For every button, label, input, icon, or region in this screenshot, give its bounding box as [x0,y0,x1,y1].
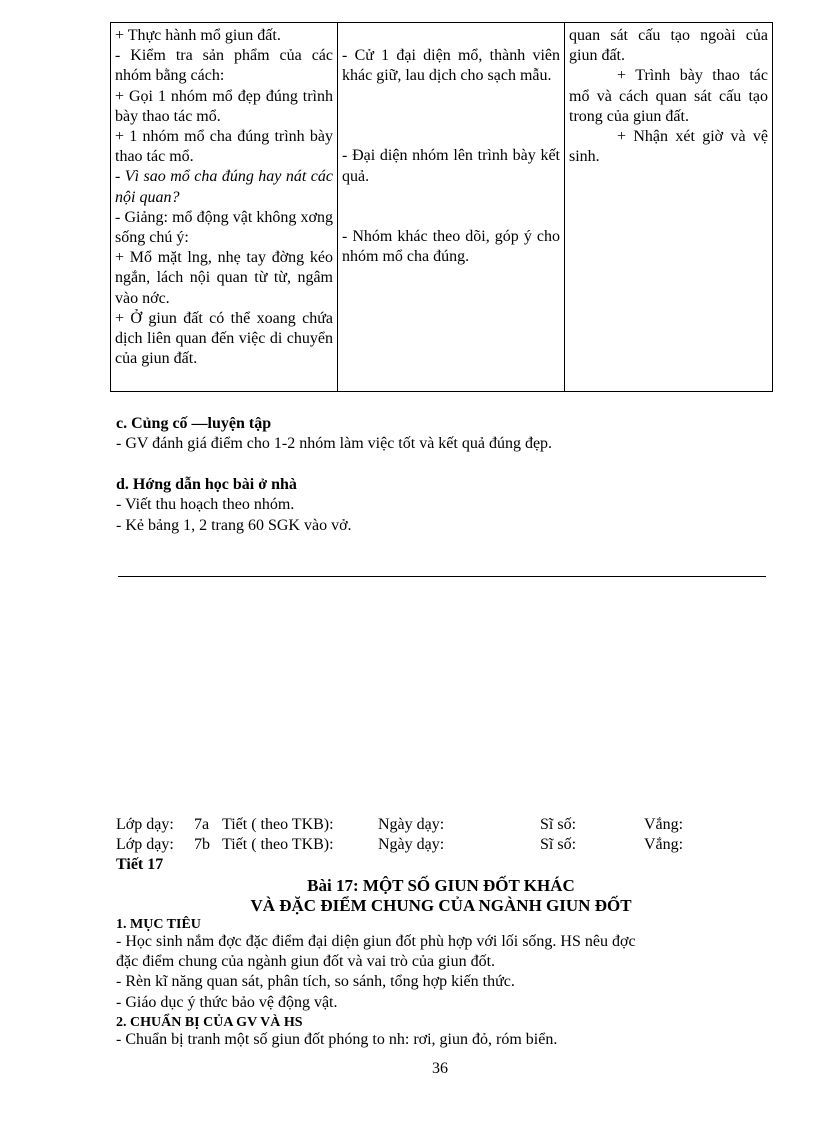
section-d-line: - Kẻ bảng 1, 2 trang 60 SGK vào vở. [116,517,352,534]
lesson-title: Bài 17: MỘT SỐ GIUN ĐỐT KHÁC [307,876,575,895]
section-d-line: - Viết thu hoạch theo nhóm. [116,496,295,513]
content-cell [565,23,773,392]
schedule-vang: Vắng: [644,816,684,833]
preparation-heading: 2. CHUẨN BỊ CỦA GV VÀ HS [116,1015,303,1030]
schedule-vang: Vắng: [644,836,684,853]
schedule-tiet: Tiết ( theo TKB): [222,816,334,833]
lesson-subtitle: VÀ ĐẶC ĐIỂM CHUNG CỦA NGÀNH GIUN ĐỐT [250,896,632,915]
table-line: - Nhóm khác theo dõi, góp ý cho nhóm mổ cha đúng. [342,227,560,266]
table-line: + 1 nhóm mổ cha đúng trình bày thao tác mổ. [115,128,333,166]
preparation-line: - Chuẩn bị tranh một số giun đốt phóng to nh: rơi, giun đỏ, róm biển. [116,1031,558,1048]
schedule-lop: Lớp dạy: [116,836,174,853]
table-line: + Gọi 1 nhóm mổ đẹp đúng trình bày thao tác mổ. [115,87,333,125]
section-d-title: d. Hớng dẫn học bài ở nhà [116,476,297,493]
table-line: - Kiểm tra sản phẩm của các nhóm bằng cách: [115,47,333,85]
objectives-line: - Học sinh nắm đợc đặc điểm đại diện giun đốt phù hợp với lối sống. HS nêu đợc [116,933,636,950]
table-line: + Nhận xét giờ và vệ sinh. [569,128,768,166]
schedule-ngay: Ngày dạy: [378,816,445,833]
table-line: + Ở giun đất có thể xoang chứa dịch liên quan đến việc di chuyển của giun đất. [115,309,333,368]
objectives-line: - Rèn kĩ năng quan sát, phân tích, so sánh, tổng hợp kiến thức. [116,973,515,990]
lesson-period: Tiết 17 [116,856,164,873]
table-line: + Thực hành mổ giun đất. [115,27,281,44]
table-line: - Giảng: mổ động vật không xơng sống chú ý: [115,208,333,247]
table-line: + Mổ mặt lng, nhẹ tay đờng kéo ngắn, lách nội quan từ từ, ngâm vào nớc. [115,249,333,307]
objectives-line: - Giáo dục ý thức bảo vệ động vật. [116,994,338,1011]
table-line: + Trình bày thao tác mổ và cách quan sát cấu tạo trong của giun đất. [569,67,768,125]
divider [118,576,766,577]
table-line: - Đại diện nhóm lên trình bày kết quả. [342,147,560,185]
objectives-heading: 1. MỤC TIÊU [116,917,201,932]
table-line: quan sát cấu tạo ngoài của giun đất. [569,27,768,65]
activity-table [110,22,773,392]
schedule-siso: Sĩ số: [540,816,577,833]
table-line: - Cử 1 đại diện mổ, thành viên khác giữ, lau dịch cho sạch mẫu. [342,47,560,85]
schedule-ngay: Ngày dạy: [378,836,445,853]
student-activity-cell [338,23,565,392]
objectives-line: đặc điểm chung của ngành giun đốt và vai trò của giun đốt. [116,953,496,970]
table-row [111,23,773,392]
teacher-activity-cell [111,23,338,392]
table-line: - Vì sao mổ cha đúng hay nát các nội quan? [115,168,333,206]
section-c-title: c. Củng cố —luyện tập [116,415,272,432]
page-number: 36 [432,1060,448,1077]
schedule-class: 7b [194,836,210,853]
section-c-line: - GV đánh giá điểm cho 1-2 nhóm làm việc tốt và kết quả đúng đẹp. [116,435,553,452]
schedule-tiet: Tiết ( theo TKB): [222,836,334,853]
schedule-lop: Lớp dạy: [116,816,174,833]
schedule-siso: Sĩ số: [540,836,577,853]
schedule-class: 7a [194,816,210,833]
